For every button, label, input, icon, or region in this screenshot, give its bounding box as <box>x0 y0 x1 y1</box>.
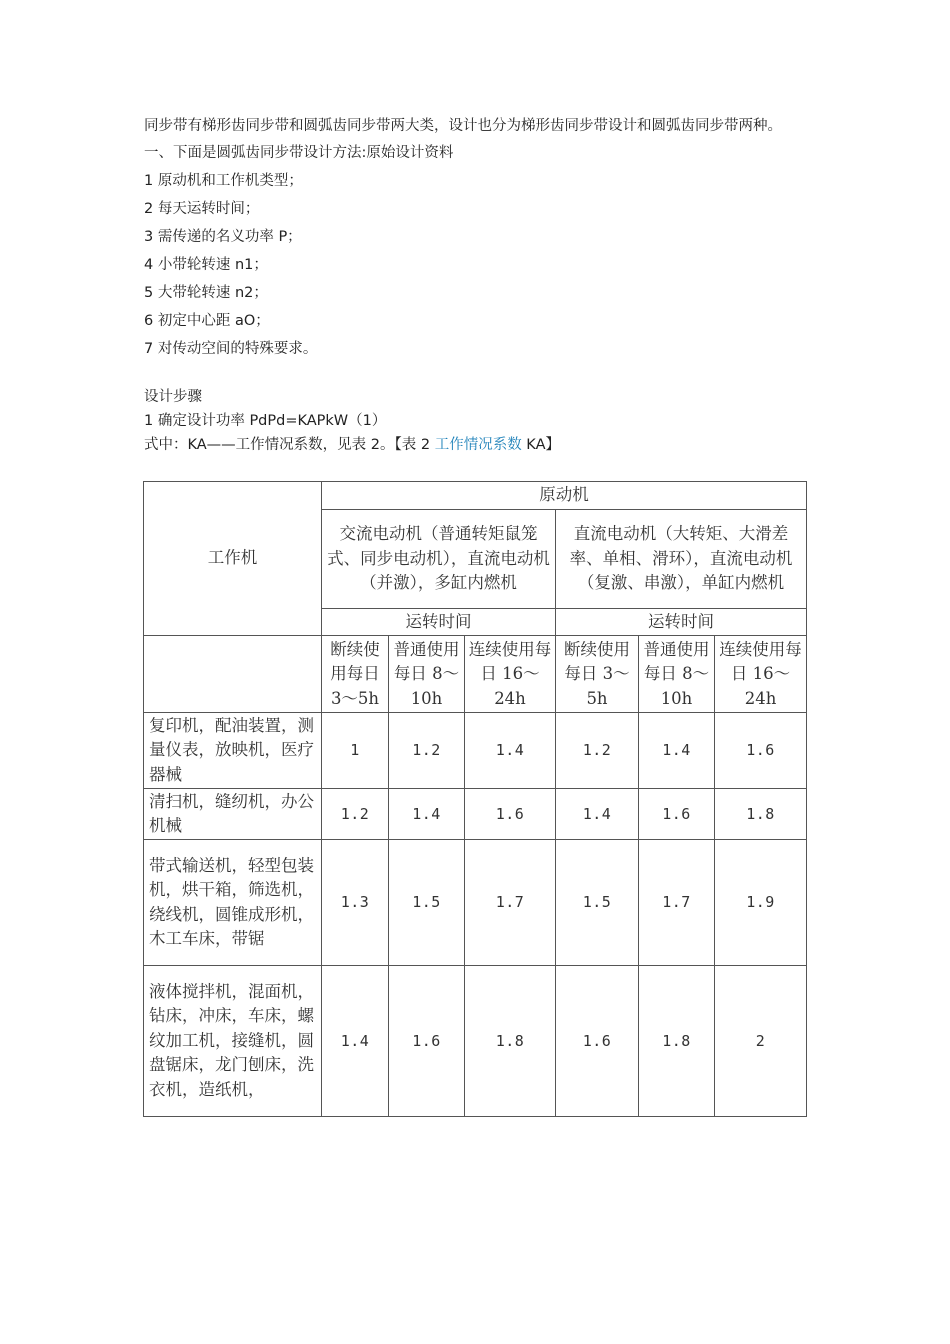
section-heading: 一、下面是圆弧齿同步带设计方法:原始设计资料 <box>144 145 454 161</box>
work-coefficient-link[interactable]: 工作情况系数 <box>434 437 522 453</box>
prime-mover-group-b: 直流电动机（大转矩、大滑差率、单相、滑环），直流电动机（复激、串激），单缸内燃机 <box>556 510 807 609</box>
ka-value: 1.7 <box>639 840 715 966</box>
ka-value: 1.4 <box>322 966 389 1117</box>
design-data-item: 3 需传递的名义功率 P； <box>144 229 302 245</box>
table-row <box>144 840 807 966</box>
machine-cell: 清扫机，缝纫机，办公机械 <box>144 789 322 840</box>
design-data-item: 5 大带轮转速 n2； <box>144 285 268 301</box>
ka-value: 2 <box>715 966 807 1117</box>
period-header: 连续使用每日 16～24h <box>468 639 552 708</box>
ka-value: 1.2 <box>389 713 465 789</box>
ka-value: 1.8 <box>465 966 556 1117</box>
prime-mover-group-a: 交流电动机（普通转矩鼠笼式、同步电动机），直流电动机（并激），多缸内燃机 <box>322 510 556 609</box>
ka-value: 1.8 <box>715 789 807 840</box>
ka-coefficient-table <box>143 481 807 1117</box>
table-note <box>144 433 808 457</box>
ka-value: 1.5 <box>556 840 639 966</box>
ka-value: 1.2 <box>322 789 389 840</box>
machine-cell: 复印机，配油装置，测量仪表，放映机，医疗器械 <box>144 713 322 789</box>
table-row <box>144 966 807 1117</box>
blank-cell <box>144 636 322 713</box>
ka-value: 1.6 <box>715 713 807 789</box>
ka-value: 1.6 <box>465 789 556 840</box>
table-note-suffix: KA】 <box>521 437 560 453</box>
run-time-header-a: 运转时间 <box>322 609 556 636</box>
ka-value: 1.7 <box>465 840 556 966</box>
design-data-item: 4 小带轮转速 n1； <box>144 257 268 273</box>
table-row <box>144 789 807 840</box>
step-1: 1 确定设计功率 PdPd=KAPkW（1） <box>144 413 387 429</box>
ka-value: 1.4 <box>556 789 639 840</box>
period-header: 普通使用每日 8～10h <box>393 639 460 708</box>
table-note-prefix: 式中：KA——工作情况系数，见表 2。【表 2 <box>144 437 435 453</box>
design-data-item: 1 原动机和工作机类型； <box>144 173 303 189</box>
ka-value: 1.2 <box>556 713 639 789</box>
ka-value: 1.4 <box>465 713 556 789</box>
ka-value: 1.6 <box>389 966 465 1117</box>
document-body <box>144 113 808 457</box>
design-data-item: 6 初定中心距 aO； <box>144 313 270 329</box>
run-time-header-b: 运转时间 <box>556 609 807 636</box>
ka-value: 1.6 <box>556 966 639 1117</box>
period-header: 普通使用每日 8～10h <box>643 639 710 708</box>
prime-mover-header: 原动机 <box>322 482 807 510</box>
ka-value: 1 <box>322 713 389 789</box>
machine-cell: 带式输送机，轻型包装机，烘干箱，筛选机，绕线机，圆锥成形机，木工车床，带锯 <box>144 840 322 966</box>
period-header: 断续使用每日 3～5h <box>564 639 630 708</box>
ka-value: 1.3 <box>322 840 389 966</box>
period-header: 连续使用每日 16～24h <box>719 639 802 708</box>
ka-value: 1.8 <box>639 966 715 1117</box>
ka-value: 1.4 <box>639 713 715 789</box>
steps-title: 设计步骤 <box>144 389 202 405</box>
ka-value: 1.4 <box>389 789 465 840</box>
ka-value: 1.9 <box>715 840 807 966</box>
table-row <box>144 713 807 789</box>
period-header: 断续使用每日 3～5h <box>330 639 380 708</box>
design-data-item: 7 对传动空间的特殊要求。 <box>144 341 318 357</box>
working-machine-header: 工作机 <box>144 482 322 636</box>
ka-value: 1.5 <box>389 840 465 966</box>
intro-paragraph: 同步带有梯形齿同步带和圆弧齿同步带两大类，设计也分为梯形齿同步带设计和圆弧齿同步带两种。 <box>144 118 782 134</box>
design-data-item: 2 每天运转时间； <box>144 201 260 217</box>
ka-value: 1.6 <box>639 789 715 840</box>
machine-cell: 液体搅拌机，混面机，钻床，冲床，车床，螺纹加工机，接缝机，圆盘锯床，龙门刨床，洗衣机，造纸机， <box>144 966 322 1117</box>
